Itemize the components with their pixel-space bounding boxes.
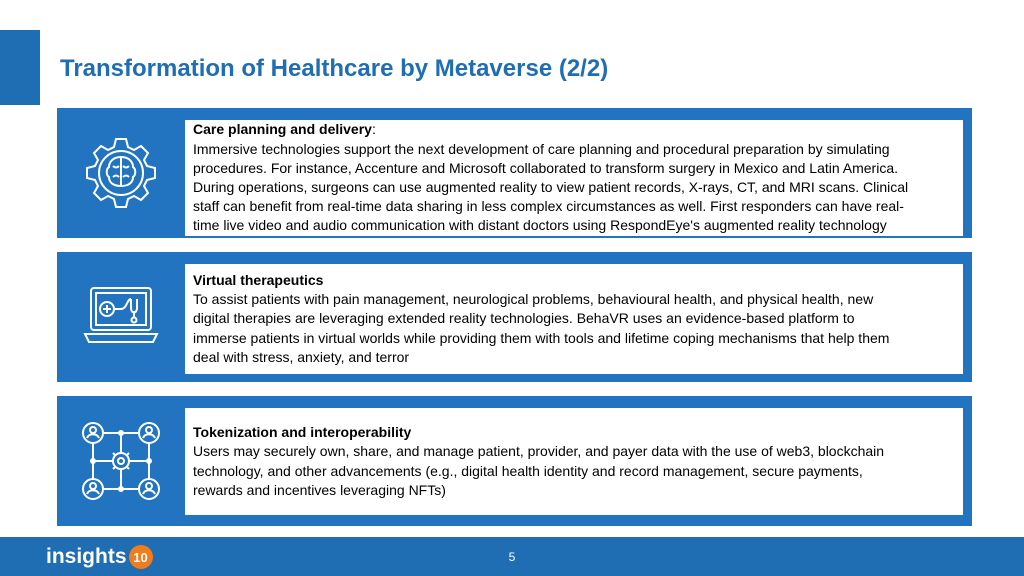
body-line: procedures. For instance, Accenture and Microsoft collaborated to transform surgery in Mexico and Latin America. [193, 159, 899, 176]
virtual-therapeutics-text [185, 264, 963, 374]
card-heading: Care planning and delivery [193, 121, 372, 138]
tokenization-text [185, 408, 963, 515]
care-planning-text [185, 120, 963, 236]
body-line: Immersive technologies support the next development of care planning and procedural preparation by simulating [193, 140, 890, 157]
body-line: time live video and audio communication with distant doctors using RespondEye's augmented reality technology [193, 217, 887, 234]
body-line: rewards and incentives leveraging NFTs) [193, 481, 446, 498]
card-heading: Tokenization and interoperability [193, 424, 412, 441]
heading-suffix: : [371, 121, 376, 138]
network-people-gear-icon [57, 396, 185, 526]
page-number: 5 [508, 550, 516, 564]
virtual-therapeutics-card [57, 252, 972, 382]
laptop-stethoscope-icon [57, 252, 185, 382]
card-heading-line [193, 271, 955, 290]
body-line: digital therapies are leveraging extended reality technologies. BehaVR uses an evidence-based platform to [193, 310, 855, 327]
care-planning-card [57, 108, 972, 238]
corner-accent-bar [0, 30, 40, 105]
logo-badge: 10 [129, 545, 153, 569]
body-line: technology, and other advancements (e.g., digital health identity and record management, secure payments, [193, 462, 863, 479]
body-line: deal with stress, anxiety, and terror [193, 348, 410, 365]
body-line: staff can benefit from real-time data sharing in less complex circumstances as well. First responders can have real- [193, 198, 904, 215]
card-heading: Virtual therapeutics [193, 271, 324, 288]
body-line: Users may securely own, share, and manage patient, provider, and payer data with the use of web3, blockchain [193, 443, 885, 460]
body-line: immerse patients in virtual worlds while providing them with tools and lifetime coping mechanisms that help them [193, 329, 890, 346]
footer-bar [0, 537, 1024, 576]
logo-text: insights [46, 545, 127, 568]
body-line: During operations, surgeons can use augmented reality to view patient records, X-rays, CT, and MRI scans. Clinical [193, 179, 909, 195]
card-heading-line [193, 423, 955, 442]
page-title: Transformation of Healthcare by Metaverse (2/2) [60, 55, 609, 82]
brain-gear-icon [57, 108, 185, 238]
body-line: To assist patients with pain management, neurological problems, behavioural health, and physical health, new [193, 291, 874, 308]
tokenization-card [57, 396, 972, 526]
card-heading-line [193, 120, 955, 139]
